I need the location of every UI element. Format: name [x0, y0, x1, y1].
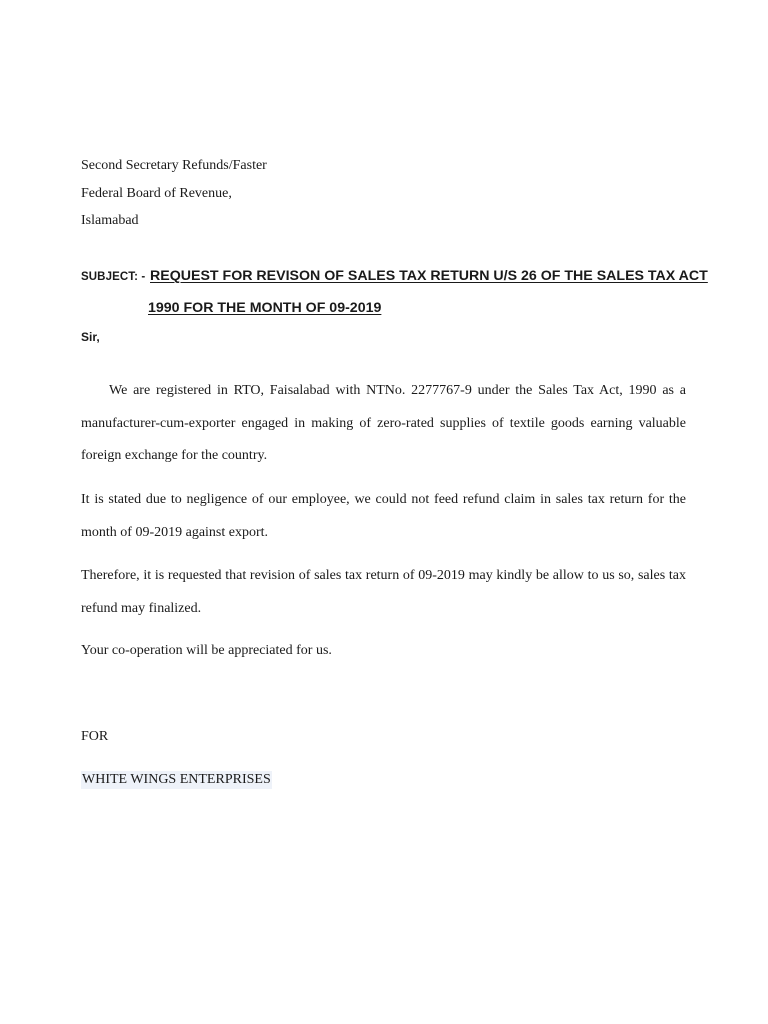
closing-for: FOR	[81, 729, 109, 744]
body-paragraph-3: Therefore, it is requested that revision of sales tax return of 09-2019 may kindly be allow to us so, sales tax refund may finalized.	[81, 568, 686, 616]
body-paragraph-2: It is stated due to negligence of our employee, we could not feed refund claim in sales tax return for the month of 09-2019 against export.	[81, 492, 686, 540]
recipient-line-2: Federal Board of Revenue,	[81, 186, 232, 201]
body-paragraph-4: Your co-operation will be appreciated for us.	[81, 643, 332, 658]
company-name: WHITE WINGS ENTERPRISES	[82, 772, 271, 787]
subject-label: SUBJECT: -	[81, 271, 146, 283]
subject-line-1: REQUEST FOR REVISON OF SALES TAX RETURN U/S 26 OF THE SALES TAX ACT	[150, 268, 708, 284]
recipient-line-1: Second Secretary Refunds/Faster	[81, 158, 267, 173]
recipient-line-3: Islamabad	[81, 213, 139, 228]
body-paragraph-1: We are registered in RTO, Faisalabad with NTNo. 2277767-9 under the Sales Tax Act, 1990 as a manufacturer-cum-exporter engaged in making of zero-rated supplies of textile goods earning valuable foreign exchange for the country.	[81, 383, 686, 463]
subject-line-2: 1990 FOR THE MONTH OF 09-2019	[148, 300, 382, 316]
salutation: Sir,	[81, 330, 100, 344]
